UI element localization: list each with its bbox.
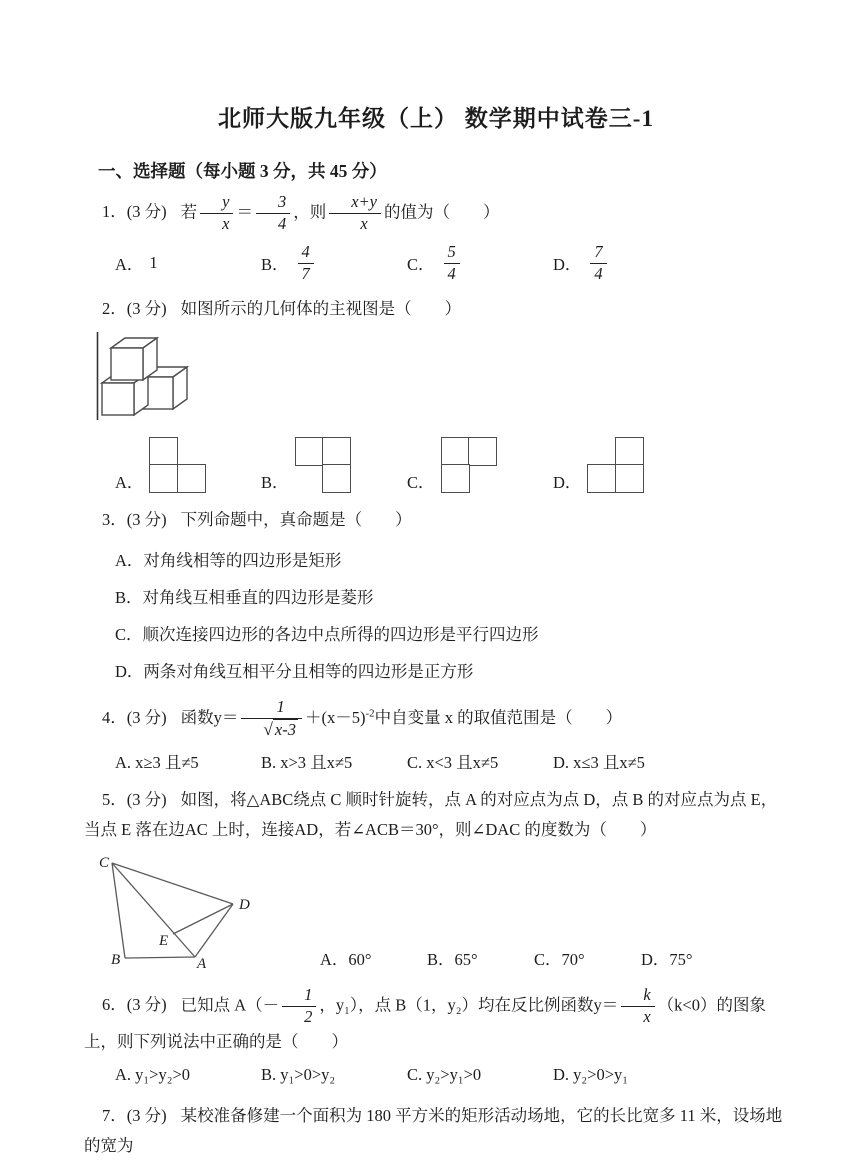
radical-sign: √ xyxy=(263,720,273,740)
fraction-3-over-4: $\frac{3}{4}$ xyxy=(256,193,290,234)
question-6-number: 6．(3 分) xyxy=(102,994,167,1014)
option-5c: C．70° xyxy=(534,949,585,969)
fraction-1-over-sqrt: $\frac{1}{√ x-3}$ xyxy=(241,698,302,740)
option-2b: B． xyxy=(261,437,407,495)
option-2d: D． xyxy=(553,437,647,495)
question-7 xyxy=(84,1101,788,1160)
option-5d: D．75° xyxy=(641,949,693,969)
segment-CB xyxy=(112,863,125,958)
triangle-rotation-figure xyxy=(85,851,270,976)
option-1d: D． $\frac{7}{4}$ xyxy=(553,243,610,284)
vertex-label-c: C xyxy=(99,854,110,871)
question-2 xyxy=(84,294,788,495)
question-4-stem xyxy=(84,698,788,740)
question-1-stem xyxy=(84,193,788,234)
question-4-text-post: 中自变量 x 的取值范围是（ ） xyxy=(374,708,623,727)
question-1-text-mid: ，则 xyxy=(293,202,327,222)
segment-DE xyxy=(173,904,233,934)
fraction-xy-over-x: $\frac{x+y}{x}$ xyxy=(329,193,381,234)
vertex-label-e: E xyxy=(159,932,169,949)
option-4c: C. x<3 且x≠5 xyxy=(407,753,499,773)
option-6a: A. y₁>y₂>0 xyxy=(115,1065,191,1085)
option-1c: C． $\frac{5}{4}$ xyxy=(407,243,553,284)
question-7-text: 某校准备修建一个面积为 180 平方米的矩形活动场地，它的长比宽多 11 米，设场地的宽为 xyxy=(84,1106,783,1155)
question-1-text-post: 的值为（ ） xyxy=(383,202,500,222)
cube-top xyxy=(111,338,157,380)
option-2b-figure xyxy=(295,437,355,495)
question-5-figure-row xyxy=(85,851,788,976)
option-6d: D. y₂>0>y₁ xyxy=(553,1065,629,1085)
question-1-number: 1．(3 分) xyxy=(102,202,167,222)
option-1b: B． $\frac{4}{7}$ xyxy=(261,243,407,284)
question-4-text: 函数y＝ xyxy=(180,708,239,727)
question-5-options xyxy=(320,946,693,970)
question-5-text: 如图，将△ABC绕点 C 顺时针旋转，点 A 的对应点为点 D，点 B 的对应点为点 E，当点 E 落在边AC 上时，连接AD，若∠ACB＝30°，则∠DAC 的度数为（ ） xyxy=(84,790,778,839)
question-2-options xyxy=(84,437,788,495)
vertex-label-b: B xyxy=(111,951,121,968)
option-3a: A．对角线相等的四边形是矩形 xyxy=(115,551,342,571)
question-6-stem xyxy=(84,986,788,1057)
question-6 xyxy=(84,986,788,1086)
option-2c-figure xyxy=(441,437,501,495)
option-6c: C. y₂>y₁>0 xyxy=(407,1065,482,1085)
vertex-label-a: A xyxy=(197,955,207,972)
question-1-text: 若 xyxy=(180,202,198,222)
question-3-text: 下列命题中，真命题是（ ） xyxy=(180,509,412,529)
question-7-stem xyxy=(84,1101,788,1160)
vertex-label-d: D xyxy=(239,896,250,913)
page-title: 北师大版九年级（上） 数学期中试卷三-1 xyxy=(218,106,654,131)
option-2d-figure xyxy=(587,437,647,495)
section-heading: 一、选择题（每小题 3 分，共 45 分） xyxy=(98,161,387,181)
option-2a-figure xyxy=(149,437,209,495)
option-2a: A． xyxy=(115,437,261,495)
question-3-stem xyxy=(84,505,788,535)
cube-solid-svg xyxy=(96,330,192,422)
question-4-text-mid: ＋(x－5) xyxy=(304,708,366,727)
question-2-stem xyxy=(84,294,788,324)
option-1a: A． 1 xyxy=(115,253,158,275)
question-4-options xyxy=(84,749,788,773)
option-2c: C． xyxy=(407,437,553,495)
question-1-options xyxy=(84,243,788,284)
question-3-number: 3．(3 分) xyxy=(102,509,167,529)
question-5-stem xyxy=(84,785,788,844)
option-5b: B．65° xyxy=(427,949,478,969)
question-2-number: 2．(3 分) xyxy=(102,298,167,318)
option-5a: A．60° xyxy=(320,949,372,969)
option-4d: D. x≤3 且x≠5 xyxy=(553,753,645,773)
question-3 xyxy=(84,505,788,683)
option-4b: B. x>3 且x≠5 xyxy=(261,753,353,773)
question-2-text: 如图所示的几何体的主视图是（ ） xyxy=(180,298,462,318)
fraction-y-over-x: $\frac{y}{x}$ xyxy=(200,193,233,234)
equals-sign: ＝ xyxy=(236,202,253,222)
option-4a: A. x≥3 且≠5 xyxy=(115,753,199,773)
option-3d: D．两条对角线互相平分且相等的四边形是正方形 xyxy=(115,662,474,682)
question-4 xyxy=(84,698,788,773)
question-6-options xyxy=(84,1065,788,1085)
question-6-text-mid: ，y₁），点 B（1，y₂）均在反比例函数y＝ xyxy=(319,994,619,1014)
exponent: -2 xyxy=(365,707,375,720)
question-5-number: 5．(3 分) xyxy=(102,790,167,810)
option-3b: B．对角线互相垂直的四边形是菱形 xyxy=(115,588,374,608)
segment-DA xyxy=(195,904,233,957)
question-1 xyxy=(84,193,788,284)
option-6b: B. y₁>0>y₂ xyxy=(261,1065,336,1085)
question-6-text: 已知点 A（－ xyxy=(180,994,280,1014)
question-4-number: 4．(3 分) xyxy=(102,708,167,727)
option-3c: C．顺次连接四边形的各边中点所得的四边形是平行四边形 xyxy=(115,625,539,645)
cube-solid-figure xyxy=(96,330,788,427)
segment-BA xyxy=(125,957,195,958)
question-7-number: 7．(3 分) xyxy=(102,1106,167,1126)
question-5 xyxy=(84,785,788,975)
fraction-1-over-2: $\frac{1}{2}$ xyxy=(282,986,316,1027)
question-6-text-post: （k<0）的图象上，则下列说法中正确的是（ ） xyxy=(84,994,766,1051)
fraction-k-over-x: $\frac{k}{x}$ xyxy=(621,986,654,1027)
